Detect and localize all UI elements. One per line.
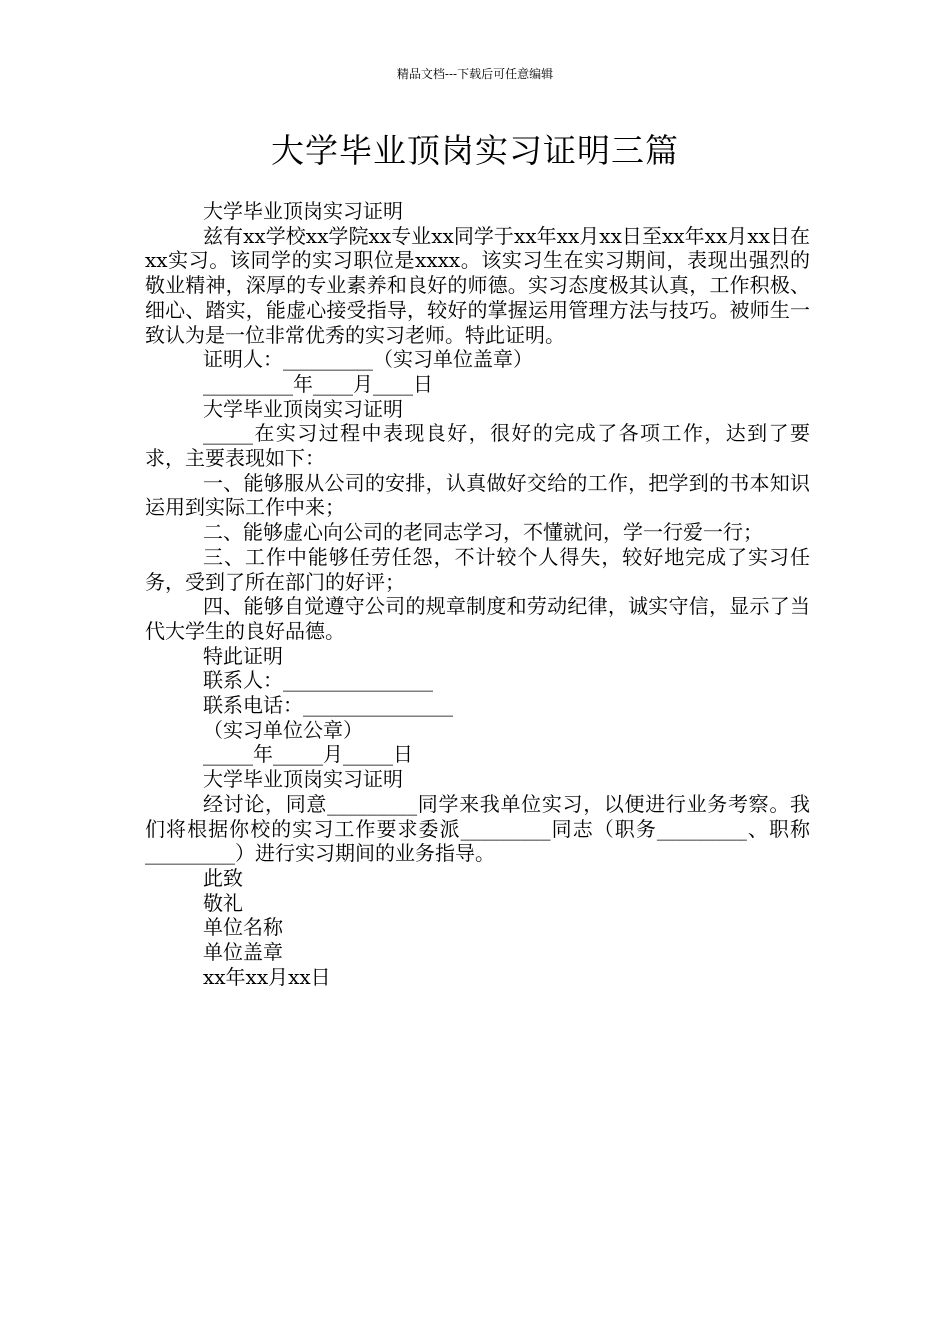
contact-person-line: 联系人：_______________ bbox=[203, 668, 433, 693]
date-line-2: _____年_____月_____日 bbox=[203, 742, 413, 767]
contact-phone-line: 联系电话：_______________ bbox=[203, 693, 453, 718]
document-title: 大学毕业顶岗实习证明三篇 bbox=[271, 131, 679, 170]
unit-seal-line: 单位盖章 bbox=[203, 940, 283, 965]
closing-regards: 敬礼 bbox=[203, 890, 243, 915]
date-line-3: xx年xx月xx日 bbox=[203, 964, 331, 989]
section-2-item-2: 二、能够虚心向公司的老同志学习，不懂就问，学一行爱一行； bbox=[203, 520, 763, 545]
unit-name-line: 单位名称 bbox=[203, 915, 283, 940]
document-body bbox=[145, 199, 810, 990]
section-1-body: 兹有xx学校xx学院xx专业xx同学于xx年xx月xx日至xx年xx月xx日在xx实习。该同学的实习职位是xxxx。该实习生在实习期间，表现出强烈的敬业精神，深厚的专业素养和良好的师德。实习态度极其认真，工作积极、细心、踏实，能虚心接受指导，较好的掌握运用管理方法与技巧。被师生一致认为是一位非常优秀的实习老师。特此证明。 bbox=[145, 223, 810, 347]
section-2-item-1: 一、能够服从公司的安排，认真做好交给的工作，把学到的书本知识运用到实际工作中来； bbox=[145, 470, 810, 520]
seal-line: （实习单位公章） bbox=[203, 717, 363, 742]
section-2-item-3: 三、工作中能够任劳任怨，不计较个人得失，较好地完成了实习任务，受到了所在部门的好评； bbox=[145, 544, 810, 594]
section-3-heading: 大学毕业顶岗实习证明 bbox=[203, 767, 403, 792]
section-2-intro: _____在实习过程中表现良好，很好的完成了各项工作，达到了要求，主要表现如下： bbox=[145, 421, 810, 471]
certifier-line: 证明人：_________（实习单位盖章） bbox=[203, 347, 533, 372]
section-2-item-4: 四、能够自觉遵守公司的规章制度和劳动纪律，诚实守信，显示了当代大学生的良好品德。 bbox=[145, 594, 810, 643]
page-header: 精品文档---下载后可任意编辑 bbox=[396, 67, 554, 81]
date-line-1: _________年____月____日 bbox=[203, 371, 433, 396]
closing-salutation: 此致 bbox=[203, 865, 243, 890]
section-1-heading: 大学毕业顶岗实习证明 bbox=[203, 199, 403, 223]
section-2-heading: 大学毕业顶岗实习证明 bbox=[203, 396, 403, 421]
special-certification: 特此证明 bbox=[203, 643, 283, 668]
section-3-body: 经讨论，同意_________同学来我单位实习，以便进行业务考察。我们将根据你校的实习工作要求委派_________同志（职务_________、职称_________）进行实习期间的业务指导。 bbox=[145, 791, 810, 866]
